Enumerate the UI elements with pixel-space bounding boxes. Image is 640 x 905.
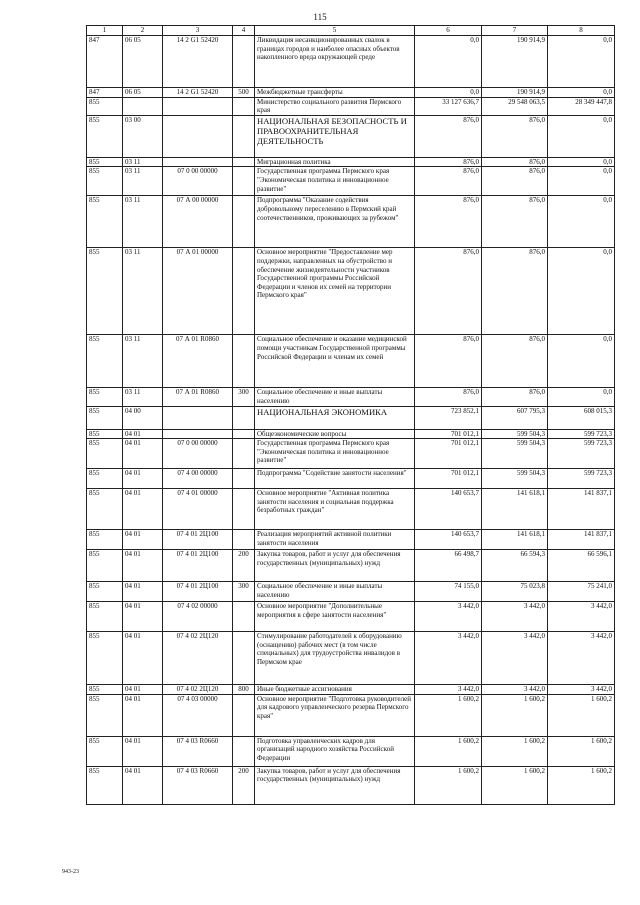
section-code-cell: 06 05 [123,88,163,98]
target-article-cell [163,97,233,115]
table-row [87,167,615,196]
expense-type-cell: 200 [233,550,255,582]
section-code-cell: 04 00 [123,406,163,429]
ministry-code-cell: 855 [87,550,123,582]
section-code-cell: 04 01 [123,550,163,582]
ministry-code-cell: 855 [87,97,123,115]
item-name-cell: Подпрограмма "Содействие занятости населения" [255,469,415,489]
amount-year2-cell: 141 618,1 [482,489,548,530]
amount-year3-cell: 608 015,3 [548,406,615,429]
amount-year1-cell: 66 498,7 [415,550,482,582]
section-code-cell: 04 01 [123,736,163,766]
table-row [87,439,615,469]
section-code-cell: 04 01 [123,530,163,550]
table-row [87,248,615,335]
ministry-code-cell: 855 [87,530,123,550]
expense-type-cell [233,736,255,766]
table-body [87,36,615,805]
target-article-cell [163,429,233,439]
item-name-cell: Стимулирование работодателей к оборудованию (оснащению) рабочих мест (в том числе специальных) для трудоустройства инвалидов в Пермском крае [255,632,415,685]
ministry-code-cell: 855 [87,694,123,736]
section-code-cell [123,97,163,115]
amount-year1-cell: 876,0 [415,248,482,335]
amount-year2-cell: 599 504,3 [482,429,548,439]
section-code-cell: 03 11 [123,196,163,248]
amount-year1-cell: 0,0 [415,88,482,98]
section-code-cell: 04 01 [123,582,163,602]
target-article-cell: 07 А 01 R0860 [163,388,233,406]
column-header: 4 [233,26,255,36]
target-article-cell: 14 2 G1 52420 [163,88,233,98]
item-name-cell: Общеэкономические вопросы [255,429,415,439]
table-row [87,406,615,429]
table-row [87,602,615,632]
amount-year3-cell: 66 596,1 [548,550,615,582]
amount-year2-cell: 876,0 [482,248,548,335]
expense-type-cell [233,157,255,167]
expense-type-cell [233,406,255,429]
item-name-cell: Государственная программа Пермского края "Экономическая политика и инновационное развитие" [255,439,415,469]
column-header: 6 [415,26,482,36]
expense-type-cell [233,602,255,632]
item-name-cell: Основное мероприятие "Подготовка руководителей для кадрового управленческого резерва Пермского края" [255,694,415,736]
amount-year1-cell: 3 442,0 [415,685,482,695]
ministry-code-cell: 855 [87,469,123,489]
section-code-cell: 04 01 [123,489,163,530]
expense-type-cell [233,248,255,335]
table-row [87,685,615,695]
amount-year1-cell: 701 012,1 [415,469,482,489]
amount-year3-cell: 0,0 [548,335,615,388]
item-name-cell: Межбюджетные трансферты [255,88,415,98]
section-code-cell: 04 01 [123,685,163,695]
amount-year2-cell: 1 600,2 [482,766,548,804]
target-article-cell [163,115,233,157]
target-article-cell: 07 4 02 00000 [163,602,233,632]
table-row [87,97,615,115]
item-name-cell: Подготовка управленческих кадров для организаций народного хозяйства Российской Федерации [255,736,415,766]
expense-type-cell [233,694,255,736]
table-row [87,157,615,167]
ministry-code-cell: 855 [87,766,123,804]
amount-year1-cell: 140 653,7 [415,489,482,530]
target-article-cell: 07 А 01 R0860 [163,335,233,388]
item-name-cell: НАЦИОНАЛЬНАЯ ЭКОНОМИКА [255,406,415,429]
ministry-code-cell: 855 [87,736,123,766]
ministry-code-cell: 847 [87,36,123,88]
section-code-cell: 03 11 [123,157,163,167]
item-name-cell: Миграционная политика [255,157,415,167]
amount-year1-cell: 33 127 636,7 [415,97,482,115]
ministry-code-cell: 855 [87,406,123,429]
item-name-cell: Ликвидация несанкционированных свалок в границах городов и наиболее опасных объектов накопленного вреда окружающей среде [255,36,415,88]
amount-year2-cell: 876,0 [482,157,548,167]
ministry-code-cell: 855 [87,388,123,406]
amount-year1-cell: 876,0 [415,157,482,167]
amount-year3-cell: 0,0 [548,115,615,157]
ministry-code-cell: 855 [87,248,123,335]
page-number: 115 [313,12,327,22]
column-header: 8 [548,26,615,36]
amount-year3-cell: 141 837,1 [548,530,615,550]
amount-year3-cell: 599 723,3 [548,429,615,439]
amount-year3-cell: 599 723,3 [548,469,615,489]
expense-type-cell [233,429,255,439]
column-header: 5 [255,26,415,36]
amount-year3-cell: 28 349 447,8 [548,97,615,115]
amount-year2-cell: 876,0 [482,388,548,406]
ministry-code-cell: 855 [87,582,123,602]
item-name-cell: Основное мероприятие "Дополнительные мероприятия в сфере занятости населения" [255,602,415,632]
table-row [87,582,615,602]
amount-year3-cell: 1 600,2 [548,766,615,804]
item-name-cell: Социальное обеспечение и иные выплаты населению [255,388,415,406]
item-name-cell: Социальное обеспечение и оказание медицинской помощи участникам Государственной программы Российской Федерации и членам их семей [255,335,415,388]
table-row [87,632,615,685]
section-code-cell: 04 01 [123,766,163,804]
section-code-cell: 03 00 [123,115,163,157]
expense-type-cell [233,115,255,157]
section-code-cell: 03 11 [123,167,163,196]
amount-year1-cell: 876,0 [415,115,482,157]
amount-year1-cell: 876,0 [415,388,482,406]
amount-year1-cell: 1 600,2 [415,766,482,804]
amount-year1-cell: 3 442,0 [415,632,482,685]
amount-year2-cell: 66 594,3 [482,550,548,582]
ministry-code-cell: 855 [87,602,123,632]
table-row [87,694,615,736]
amount-year2-cell: 876,0 [482,167,548,196]
amount-year3-cell: 3 442,0 [548,685,615,695]
section-code-cell: 04 01 [123,632,163,685]
amount-year2-cell: 599 504,3 [482,469,548,489]
amount-year3-cell: 0,0 [548,88,615,98]
amount-year2-cell: 1 600,2 [482,736,548,766]
target-article-cell: 07 4 02 2Ц120 [163,685,233,695]
target-article-cell: 07 0 00 00000 [163,167,233,196]
amount-year3-cell: 141 837,1 [548,489,615,530]
target-article-cell: 07 4 00 00000 [163,469,233,489]
ministry-code-cell: 855 [87,429,123,439]
table-row [87,196,615,248]
table-row [87,530,615,550]
item-name-cell: Иные бюджетные ассигнования [255,685,415,695]
column-header: 1 [87,26,123,36]
item-name-cell: Основное мероприятие "Активная политика занятости населения и социальная поддержка безработных граждан" [255,489,415,530]
ministry-code-cell: 847 [87,88,123,98]
target-article-cell: 07 4 03 R0660 [163,736,233,766]
amount-year3-cell: 3 442,0 [548,632,615,685]
document-footer-code: 943-23 [62,869,79,875]
expense-type-cell: 300 [233,582,255,602]
section-code-cell: 03 11 [123,388,163,406]
amount-year1-cell: 723 852,1 [415,406,482,429]
section-code-cell: 04 01 [123,694,163,736]
amount-year3-cell: 3 442,0 [548,602,615,632]
amount-year3-cell: 75 241,0 [548,582,615,602]
section-code-cell: 04 01 [123,602,163,632]
amount-year2-cell: 3 442,0 [482,632,548,685]
item-name-cell: Реализация мероприятий активной политики занятости населения [255,530,415,550]
budget-table [86,25,615,805]
ministry-code-cell: 855 [87,489,123,530]
amount-year2-cell: 141 618,1 [482,530,548,550]
item-name-cell: Основное мероприятие "Предоставление мер поддержки, направленных на обустройство и обеспечение жизнедеятельности участников Государственной программы Российской Федерации и членов их семей на территории Пермского края" [255,248,415,335]
item-name-cell: Закупка товаров, работ и услуг для обеспечения государственных (муниципальных) нужд [255,766,415,804]
target-article-cell [163,157,233,167]
ministry-code-cell: 855 [87,115,123,157]
item-name-cell: Закупка товаров, работ и услуг для обеспечения государственных (муниципальных) нужд [255,550,415,582]
amount-year2-cell: 190 914,9 [482,36,548,88]
section-code-cell: 06 05 [123,36,163,88]
item-name-cell: Государственная программа Пермского края "Экономическая политика и инновационное развитие" [255,167,415,196]
ministry-code-cell: 855 [87,685,123,695]
amount-year1-cell: 0,0 [415,36,482,88]
target-article-cell: 07 0 00 00000 [163,439,233,469]
table-row [87,335,615,388]
amount-year1-cell: 701 012,1 [415,429,482,439]
amount-year1-cell: 1 600,2 [415,694,482,736]
column-header: 2 [123,26,163,36]
amount-year2-cell: 3 442,0 [482,685,548,695]
amount-year1-cell: 876,0 [415,335,482,388]
section-code-cell: 03 11 [123,335,163,388]
amount-year2-cell: 599 504,3 [482,439,548,469]
section-code-cell: 03 11 [123,248,163,335]
amount-year2-cell: 876,0 [482,196,548,248]
table-row [87,469,615,489]
table-row [87,550,615,582]
target-article-cell: 07 А 00 00000 [163,196,233,248]
target-article-cell: 07 4 02 2Ц120 [163,632,233,685]
amount-year2-cell: 29 548 063,5 [482,97,548,115]
expense-type-cell [233,335,255,388]
expense-type-cell: 500 [233,88,255,98]
table-row [87,429,615,439]
amount-year2-cell: 3 442,0 [482,602,548,632]
target-article-cell: 07 4 01 2Ц100 [163,582,233,602]
table-row [87,489,615,530]
expense-type-cell [233,439,255,469]
ministry-code-cell: 855 [87,335,123,388]
amount-year2-cell: 190 914,9 [482,88,548,98]
amount-year2-cell: 876,0 [482,115,548,157]
expense-type-cell: 300 [233,388,255,406]
expense-type-cell [233,97,255,115]
amount-year1-cell: 876,0 [415,167,482,196]
amount-year3-cell: 0,0 [548,196,615,248]
expense-type-cell [233,469,255,489]
target-article-cell: 07 4 01 2Ц100 [163,550,233,582]
target-article-cell: 07 4 01 2Ц100 [163,530,233,550]
target-article-cell: 07 4 03 00000 [163,694,233,736]
target-article-cell: 07 4 01 00000 [163,489,233,530]
expense-type-cell [233,167,255,196]
amount-year1-cell: 701 012,1 [415,439,482,469]
amount-year3-cell: 0,0 [548,157,615,167]
item-name-cell: Социальное обеспечение и иные выплаты населению [255,582,415,602]
column-header: 3 [163,26,233,36]
section-code-cell: 04 01 [123,469,163,489]
column-number-row [87,26,615,36]
ministry-code-cell: 855 [87,439,123,469]
section-code-cell: 04 01 [123,429,163,439]
amount-year3-cell: 1 600,2 [548,736,615,766]
amount-year3-cell: 0,0 [548,248,615,335]
amount-year1-cell: 3 442,0 [415,602,482,632]
ministry-code-cell: 855 [87,157,123,167]
amount-year2-cell: 75 023,8 [482,582,548,602]
amount-year2-cell: 607 795,3 [482,406,548,429]
target-article-cell: 07 4 03 R0660 [163,766,233,804]
amount-year2-cell: 876,0 [482,335,548,388]
expense-type-cell: 800 [233,685,255,695]
table-row [87,36,615,88]
expense-type-cell [233,489,255,530]
ministry-code-cell: 855 [87,632,123,685]
expense-type-cell: 200 [233,766,255,804]
amount-year3-cell: 0,0 [548,167,615,196]
ministry-code-cell: 855 [87,196,123,248]
amount-year1-cell: 1 600,2 [415,736,482,766]
table-row [87,736,615,766]
table-row [87,766,615,804]
target-article-cell: 14 2 G1 52420 [163,36,233,88]
ministry-code-cell: 855 [87,167,123,196]
amount-year1-cell: 74 155,0 [415,582,482,602]
item-name-cell: НАЦИОНАЛЬНАЯ БЕЗОПАСНОСТЬ И ПРАВООХРАНИТЕЛЬНАЯ ДЕЯТЕЛЬНОСТЬ [255,115,415,157]
amount-year3-cell: 1 600,2 [548,694,615,736]
amount-year1-cell: 140 653,7 [415,530,482,550]
expense-type-cell [233,632,255,685]
table-row [87,388,615,406]
section-code-cell: 04 01 [123,439,163,469]
expense-type-cell [233,196,255,248]
table-row [87,88,615,98]
amount-year3-cell: 599 723,3 [548,439,615,469]
amount-year1-cell: 876,0 [415,196,482,248]
amount-year3-cell: 0,0 [548,36,615,88]
target-article-cell: 07 А 01 00000 [163,248,233,335]
expense-type-cell [233,530,255,550]
table-row [87,115,615,157]
amount-year3-cell: 0,0 [548,388,615,406]
amount-year2-cell: 1 600,2 [482,694,548,736]
item-name-cell: Подпрограмма "Оказание содействия добровольному переселению в Пермский край соотечественников, проживающих за рубежом" [255,196,415,248]
column-header: 7 [482,26,548,36]
item-name-cell: Министерство социального развития Пермского края [255,97,415,115]
target-article-cell [163,406,233,429]
expense-type-cell [233,36,255,88]
